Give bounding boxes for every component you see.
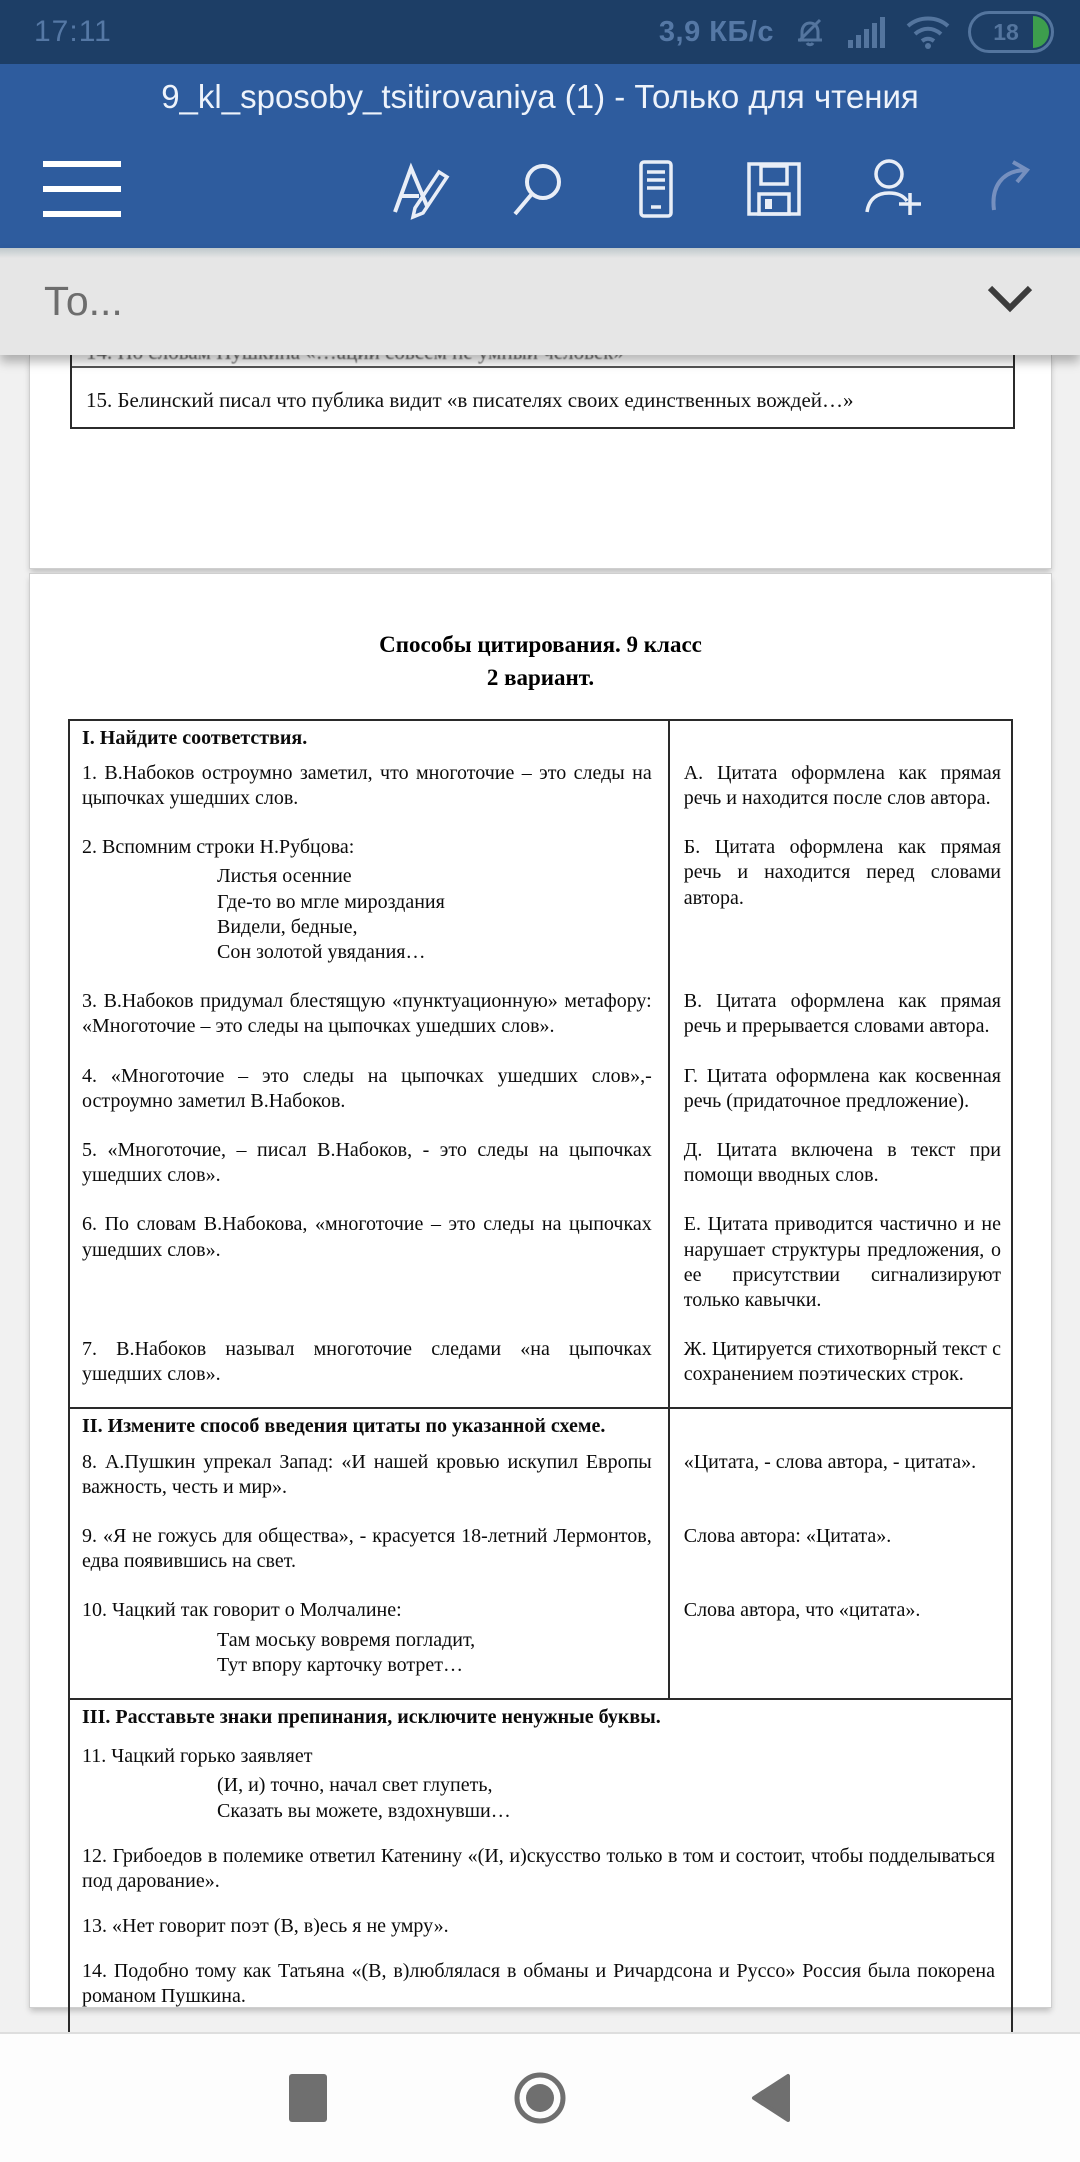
task-item: 12. Грибоедов в полемике ответил Катенину «(И, и)скусство только в том и состоит, чтобы подделываться под дарование». [82, 1844, 995, 1892]
battery-fill [1033, 16, 1049, 48]
share-person-add-icon[interactable] [850, 147, 934, 231]
status-bar [0, 0, 1080, 64]
verse-block: (И, и) точно, начал свет глупеть, Сказать вы можете, вздохнувши… [217, 1774, 511, 1822]
section3-header: III. Расставьте знаки препинания, исключите ненужные буквы. [82, 1705, 661, 1728]
notifications-muted-icon [790, 12, 830, 52]
chevron-down-icon[interactable] [984, 282, 1036, 321]
menu-hamburger-icon[interactable] [40, 147, 124, 231]
question-cell: 7. В.Набоков называл многоточие следами «на цыпочках ушедших слов». [69, 1333, 669, 1408]
table-row [69, 1134, 1012, 1208]
table-row [69, 1333, 1012, 1408]
worksheet-table [68, 719, 1013, 2073]
question-cell: 1. В.Набоков остроумно заметил, что многоточие – это следы на цыпочках ушедших слов. [69, 757, 669, 831]
table-row [69, 1060, 1012, 1134]
table-row [69, 831, 1012, 985]
answer-cell: В. Цитата оформлена как прямая речь и прерывается словами автора. [683, 990, 1001, 1038]
answer-cell: Д. Цитата включена в текст при помощи вводных слов. [683, 1138, 1001, 1187]
table-row [69, 1208, 1012, 1333]
wifi-icon [904, 13, 952, 51]
question-cell: 8. А.Пушкин упрекал Запад: «И нашей кровью искупил Европы важность, честь и мир». [69, 1446, 669, 1520]
section1-header: I. Найдите соответствия. [69, 720, 669, 757]
worksheet-title-line1: Способы цитирования. 9 класс [379, 632, 702, 657]
section2-header-row [69, 1408, 1012, 1445]
android-nav-bar [0, 2032, 1080, 2162]
task-item: 11. Чацкий горько заявляет (И, и) точно, начал свет глупеть, Сказать вы можете, вздохнувши… [82, 1744, 995, 1824]
answer-cell: Ж. Цитируется стихотворный текст с сохранением поэтических строк. [683, 1338, 1001, 1386]
question-cell: 6. По словам В.Набокова, «многоточие – это следы на цыпочках ушедших слов». [69, 1208, 669, 1333]
find-dropdown-label: То... [44, 278, 123, 324]
answer-cell: Слова автора, что «цитата». [683, 1599, 921, 1622]
section3-row [69, 1699, 1012, 2072]
battery-icon [968, 11, 1054, 53]
table-row [69, 1446, 1012, 1520]
app-title-bar [0, 64, 1080, 130]
network-speed: 3,9 КБ/с [658, 15, 774, 48]
find-dropdown-bar[interactable] [0, 248, 1080, 355]
page1-table-fragment [70, 355, 1015, 429]
answer-cell: Б. Цитата оформлена как прямая речь и находится перед словами автора. [683, 836, 1001, 909]
worksheet-title [30, 628, 1051, 695]
question-cell: 9. «Я не гожусь для общества», - красуется 18-летний Лермонтов, едва появившись на свет. [69, 1520, 669, 1594]
question-cell: 5. «Многоточие, – писал В.Набоков, - это следы на цыпочках ушедших слов». [69, 1134, 669, 1208]
document-page-1 [30, 355, 1051, 568]
battery-level: 18 [993, 18, 1019, 45]
edit-icon[interactable] [378, 147, 462, 231]
table-row [69, 1520, 1012, 1594]
verse-block: Листья осенние Где-то во мгле мироздания Видели, бедные, Сон золотой увядания… [217, 865, 445, 963]
document-title: 9_kl_sposoby_tsitirovaniya (1) - Только для чтения [161, 78, 919, 115]
table-row [69, 757, 1012, 831]
worksheet-title-line2: 2 вариант. [486, 665, 595, 691]
table-row: 15. Белинский писал что публика видит «в писателях своих единственных вождей…» [86, 388, 854, 412]
section1-header-row [69, 720, 1012, 757]
signal-icon [846, 13, 888, 51]
verse-block: Там моську вовремя погладит, Тут впору карточку вотрет… [217, 1628, 476, 1676]
undo-icon[interactable] [968, 147, 1052, 231]
save-icon[interactable] [732, 147, 816, 231]
task-item: 13. «Нет говорит поэт (В, в)есь я не умру». [82, 1915, 449, 1938]
document-page-2 [30, 574, 1051, 2007]
question-cell: 10. Чацкий так говорит о Молчалине: Там моську вовремя погладит, Тут впору карточку вотрет… [69, 1594, 669, 1699]
toolbar [0, 130, 1080, 248]
answer-cell: Е. Цитата приводится частично и не нарушает структуры предложения, о ее присутствии сигнализируют только кавычки. [683, 1213, 1001, 1311]
document-scroll-area[interactable] [0, 355, 1080, 2032]
table-row [69, 985, 1012, 1059]
answer-cell: Слова автора: «Цитата». [683, 1525, 892, 1547]
task-item: 14. Подобно тому как Татьяна «(В, в)люблялася в обманы и Ричардсона и Руссо» Россия была покорена романом Пушкина. [82, 1960, 995, 2008]
home-button[interactable] [510, 2068, 570, 2128]
back-button[interactable] [742, 2068, 802, 2128]
question-cell: 2. Вспомним строки Н.Рубцова: Листья осенние Где-то во мгле мироздания Видели, бедные, Сон золотой увядания… [69, 831, 669, 985]
recents-button[interactable] [278, 2068, 338, 2128]
clock: 17:11 [34, 15, 112, 48]
answer-cell: Г. Цитата оформлена как косвенная речь (придаточное предложение). [683, 1064, 1001, 1112]
mobile-view-icon[interactable] [614, 147, 698, 231]
table-row [69, 1594, 1012, 1699]
answer-cell: А. Цитата оформлена как прямая речь и находится после слов автора. [683, 761, 1001, 810]
answer-cell: «Цитата, - слова автора, - цитата». [683, 1450, 977, 1473]
section2-header: II. Измените способ введения цитаты по указанной схеме. [69, 1408, 669, 1445]
question-cell: 3. В.Набоков придумал блестящую «пунктуационную» метафору: «Многоточие – это следы на цыпочках ушедших слов». [69, 985, 669, 1059]
search-icon[interactable] [496, 147, 580, 231]
question-cell: 4. «Многоточие – это следы на цыпочках ушедших слов»,- остроумно заметил В.Набоков. [69, 1060, 669, 1134]
